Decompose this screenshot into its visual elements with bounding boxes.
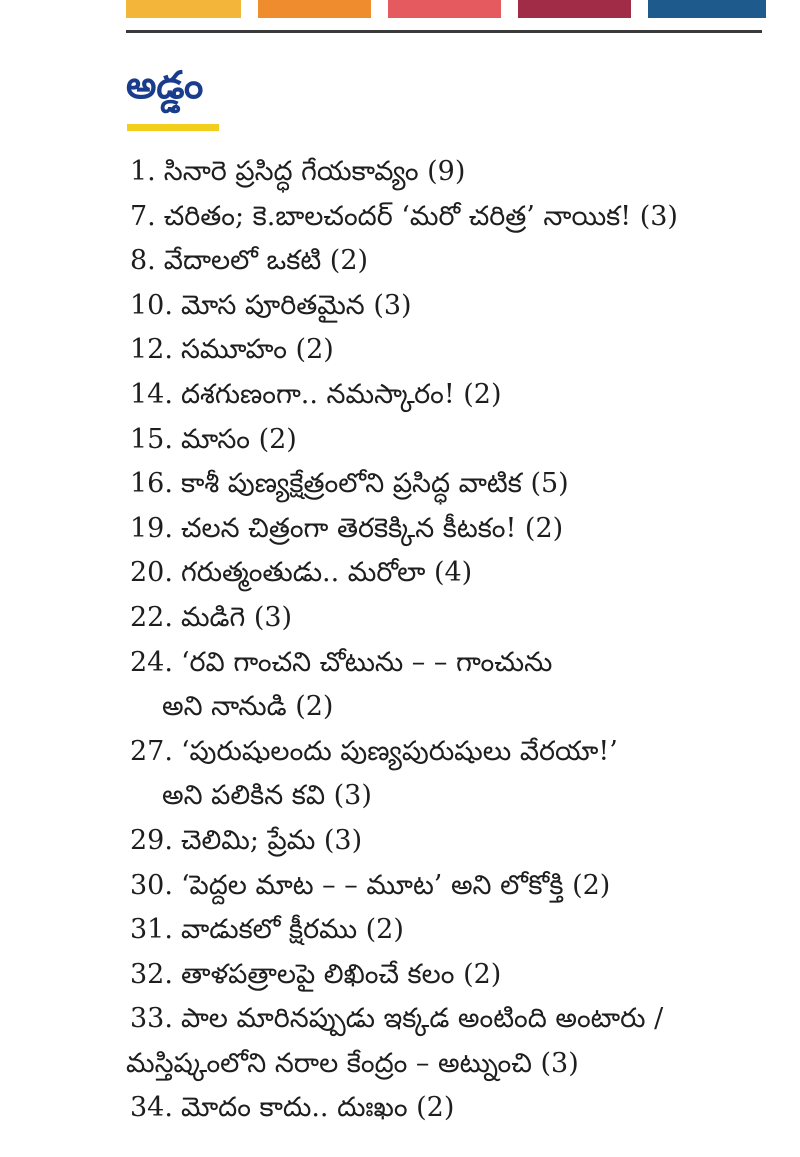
clue-number: 27. — [130, 735, 173, 767]
clue-item — [130, 819, 790, 864]
clue-text: ‘రవి గాంచని చోటును – – గాంచును — [180, 646, 553, 678]
swatch-maroon — [518, 0, 631, 18]
swatch-blue — [648, 0, 766, 18]
clue-number: 33. — [130, 1003, 173, 1035]
clue-text: పాల మారినప్పుడు ఇక్కడ అంటింది అంటారు / — [180, 1003, 664, 1035]
clue-number: 15. — [130, 423, 173, 455]
clue-text-continuation: మస్తిష్కంలోని నరాల కేంద్రం – అట్నుంచి (3) — [126, 1047, 579, 1079]
clue-item — [130, 908, 790, 953]
clue-item — [130, 730, 790, 819]
clue-item — [130, 373, 790, 418]
clue-text-continuation: అని నానుడి (2) — [162, 691, 334, 723]
clue-text: చరితం; కె.బాలచందర్ ‘మరో చరిత్ర’ నాయిక! (3) — [163, 200, 678, 232]
clue-number: 34. — [130, 1092, 173, 1124]
clue-text: దశగుణంగా.. నమస్కారం! (2) — [180, 378, 502, 410]
clue-text: మడిగె (3) — [180, 601, 293, 633]
clue-text: మోస పూరితమైన (3) — [180, 289, 412, 321]
top-divider — [126, 30, 762, 33]
clue-text: కాశీ పుణ్యక్షేత్రంలోని ప్రసిద్ధ వాటిక (5) — [180, 468, 569, 500]
clue-number: 24. — [130, 646, 173, 678]
clue-text: సమూహం (2) — [180, 334, 334, 366]
clue-item — [130, 507, 790, 552]
clue-item — [130, 195, 790, 240]
clue-text: వేదాలలో ఒకటి (2) — [163, 245, 369, 277]
clue-item — [130, 953, 790, 998]
swatch-orange — [258, 0, 371, 18]
clue-item — [130, 284, 790, 329]
clue-item — [130, 596, 790, 641]
clue-text: మాసం (2) — [180, 423, 297, 455]
clue-item — [130, 462, 790, 507]
clue-number: 7. — [130, 200, 156, 232]
clue-item — [130, 1086, 790, 1131]
clue-text: చలన చిత్రంగా తెరకెక్కిన కీటకం! (2) — [180, 512, 564, 544]
clue-number: 10. — [130, 289, 173, 321]
heading-underline — [127, 124, 219, 131]
clue-number: 14. — [130, 378, 173, 410]
clue-text: ‘పెద్దల మాట – – మూట’ అని లోకోక్తి (2) — [180, 869, 611, 901]
swatch-yellow — [126, 0, 241, 18]
clue-text: సినారె ప్రసిద్ధ గేయకావ్యం (9) — [163, 156, 466, 187]
color-swatch-strip — [126, 0, 766, 18]
clue-text: వాడుకలో క్షీరము (2) — [180, 914, 404, 946]
clue-text-continuation: అని పలికిన కవి (3) — [162, 780, 372, 812]
clue-text: చెలిమి; ప్రేమ (3) — [180, 824, 363, 856]
clue-number: 29. — [130, 824, 173, 856]
clue-item — [130, 418, 790, 463]
clue-number: 1. — [130, 156, 156, 187]
clue-item — [130, 150, 790, 195]
clue-item — [130, 239, 790, 284]
clue-text: మోదం కాదు.. దుఃఖం (2) — [180, 1092, 455, 1124]
clue-text: ‘పురుషులందు పుణ్యపురుషులు వేరయా!’ — [180, 735, 618, 767]
clue-item — [130, 641, 790, 730]
section-heading: అడ్డం — [126, 63, 204, 107]
clue-number: 22. — [130, 601, 173, 633]
clue-item — [130, 328, 790, 373]
clue-number: 31. — [130, 914, 173, 946]
clue-item — [126, 997, 790, 1086]
swatch-pink — [388, 0, 501, 18]
clue-item — [130, 551, 790, 596]
clue-number: 32. — [130, 958, 173, 990]
clue-number: 16. — [130, 468, 173, 500]
clue-text: గరుత్మంతుడు.. మరోలా (4) — [180, 557, 473, 589]
clue-number: 19. — [130, 512, 173, 544]
clue-number: 12. — [130, 334, 173, 366]
clue-text: తాళపత్రాలపై లిఖించే కలం (2) — [180, 958, 502, 990]
clue-number: 30. — [130, 869, 173, 901]
clue-list — [126, 150, 790, 1131]
clue-number: 20. — [130, 557, 173, 589]
clue-number: 8. — [130, 245, 156, 277]
clue-item — [130, 864, 790, 909]
